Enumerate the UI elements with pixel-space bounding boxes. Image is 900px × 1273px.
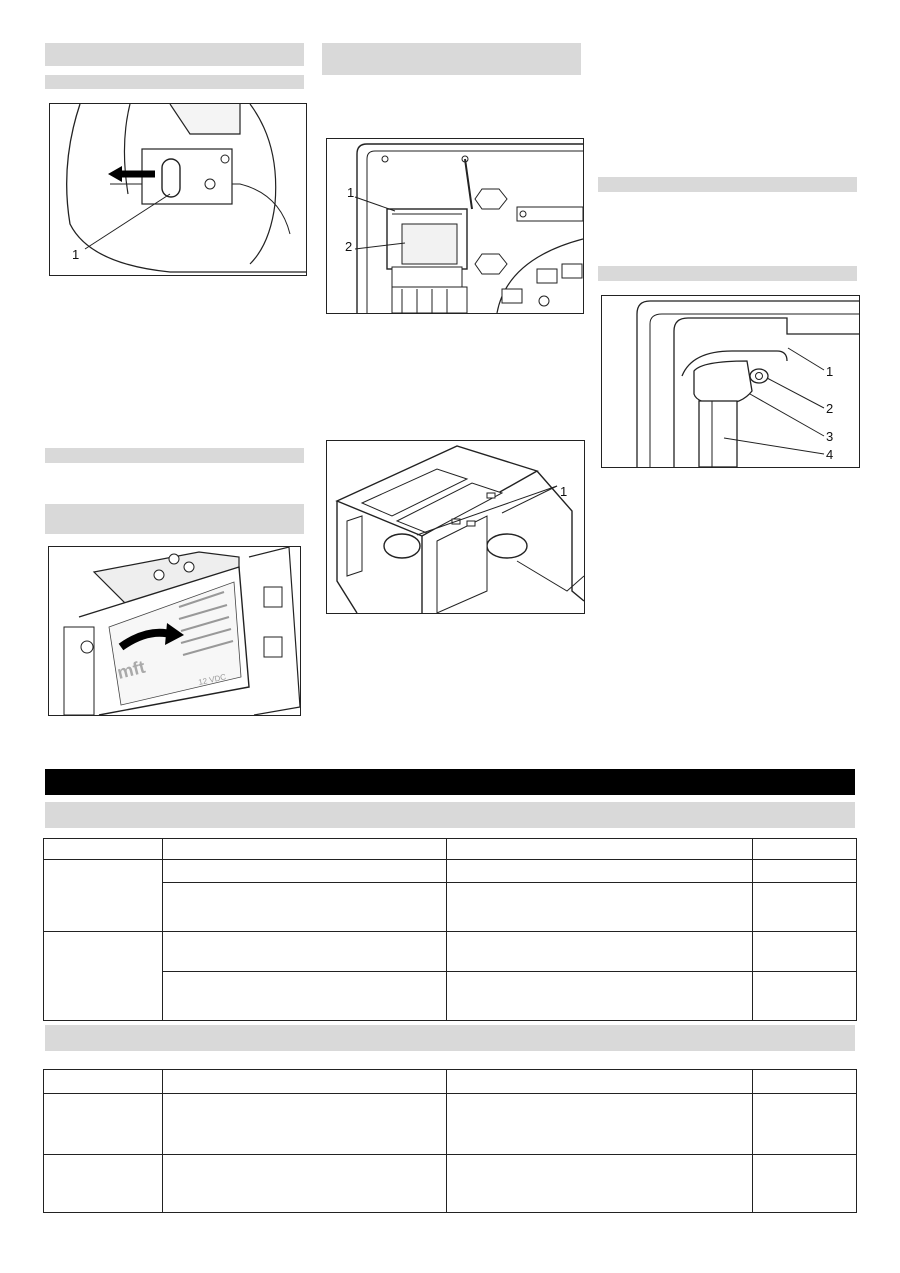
- callout-1: 1: [347, 185, 355, 200]
- table-cell: [44, 839, 163, 860]
- table-cell: [44, 1155, 163, 1213]
- table-cell: [163, 839, 447, 860]
- table-heading-bar: [45, 802, 855, 828]
- table-header-row: [44, 839, 857, 860]
- table-cell: [447, 883, 753, 932]
- callout-1: 1: [72, 247, 80, 262]
- figure-lever-release: [49, 103, 307, 276]
- table-cell: [44, 932, 163, 1021]
- subheading-bar: [45, 448, 304, 463]
- figure-validator-label: [48, 546, 301, 716]
- table-cell: [447, 839, 753, 860]
- table-heading-bar: [45, 1025, 855, 1051]
- subheading-bar: [598, 266, 857, 281]
- validator-voltage-text: 12 VDC: [197, 672, 227, 687]
- table-cell: [163, 860, 447, 883]
- table-cell: [753, 883, 857, 932]
- data-table-1: [43, 838, 857, 1021]
- data-table-2: [43, 1069, 857, 1213]
- table-cell: [753, 860, 857, 883]
- callout-4: 4: [826, 447, 834, 462]
- table-row: [44, 972, 857, 1021]
- table-cell: [753, 1155, 857, 1213]
- subheading-bar: [598, 177, 857, 192]
- table-cell: [163, 1155, 447, 1213]
- table-row: [44, 883, 857, 932]
- section-heading-bar: [45, 504, 304, 534]
- section-heading-bar: [45, 43, 304, 66]
- figure-screw-post: [601, 295, 860, 468]
- callout-2: 2: [826, 401, 834, 416]
- table-cell: [447, 1155, 753, 1213]
- figure-module-installed: [326, 138, 584, 314]
- callout-3: 3: [826, 429, 834, 444]
- callout-1: 1: [560, 484, 568, 499]
- table-cell: [163, 972, 447, 1021]
- table-cell: [447, 972, 753, 1021]
- table-row: [44, 1155, 857, 1213]
- table-row: [44, 1094, 857, 1155]
- table-cell: [44, 860, 163, 932]
- subheading-bar: [45, 75, 304, 89]
- table-cell: [753, 1094, 857, 1155]
- table-cell: [753, 932, 857, 972]
- callout-1: 1: [826, 364, 834, 379]
- table-cell: [163, 1070, 447, 1094]
- table-cell: [447, 932, 753, 972]
- table-cell: [447, 1094, 753, 1155]
- table-header-row: [44, 1070, 857, 1094]
- table-cell: [753, 839, 857, 860]
- table-cell: [447, 1070, 753, 1094]
- validator-brand-text: mft: [115, 656, 148, 683]
- table-cell: [44, 1070, 163, 1094]
- chapter-heading-band: [45, 769, 855, 795]
- table-cell: [163, 932, 447, 972]
- table-row: [44, 932, 857, 972]
- table-cell: [753, 972, 857, 1021]
- callout-2: 2: [345, 239, 353, 254]
- table-row: [44, 860, 857, 883]
- table-cell: [163, 1094, 447, 1155]
- table-cell: [753, 1070, 857, 1094]
- section-heading-bar: [322, 43, 581, 75]
- figure-module-clips: [326, 440, 585, 614]
- table-cell: [163, 883, 447, 932]
- table-cell: [44, 1094, 163, 1155]
- table-cell: [447, 860, 753, 883]
